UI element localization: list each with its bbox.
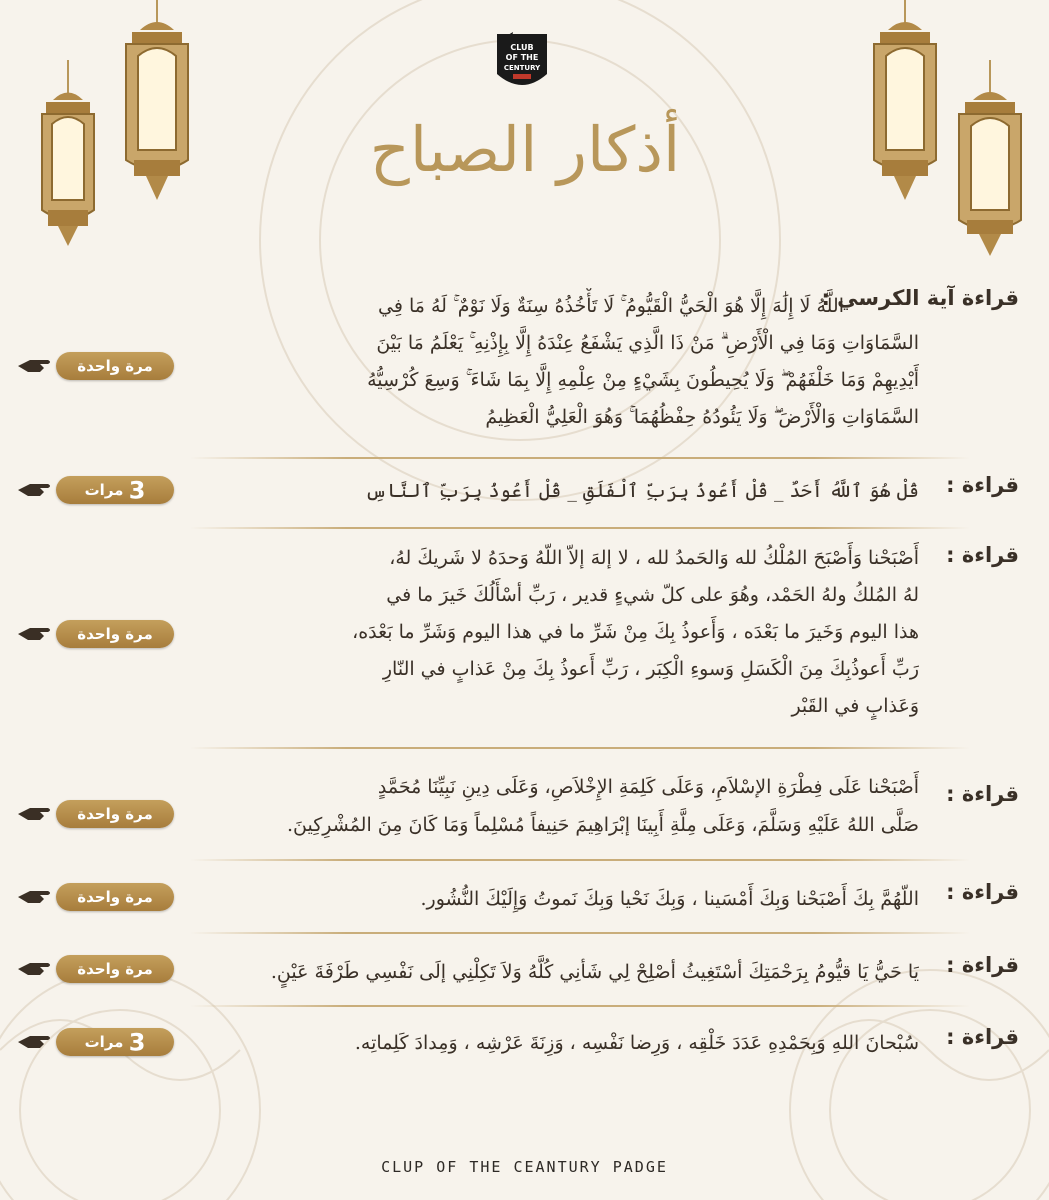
repeat-badge — [18, 352, 178, 382]
svg-text:OF THE: OF THE — [505, 53, 539, 62]
footer-credit: CLUP OF THE CEANTURY PADGE — [381, 1158, 668, 1176]
badge-label: مرة واحدة — [56, 352, 174, 380]
pointing-hand-icon — [18, 887, 52, 907]
section-label: قراءة : — [946, 543, 1019, 567]
club-logo — [493, 30, 551, 100]
section-label: قراءة آية الكرسي : — [821, 286, 1019, 310]
repeat-badge — [18, 955, 178, 985]
section-text: سُبْحانَ اللهِ وَبِحَمْدِهِ عَدَدَ خَلْقِه ، وَرِضا نَفْسِه ، وَزِنَةَ عَرْشِه ، وَمِدادَ كَلِماتِه. — [354, 1032, 919, 1054]
divider — [190, 859, 970, 861]
repeat-badge — [18, 476, 178, 506]
section-text: اللّهُمَّ بِكَ أَصْبَحْنا وَبِكَ أَمْسَينا ، وَبِكَ نَحْيا وَبِكَ نَموتُ وَإِلَيْكَ النُّشُور. — [420, 888, 919, 910]
section-text: أَصْبَحْنا وَأَصْبَحَ المُلْكُ لله وَالحَمدُ لله ، لا إلهَ إلاّ اللّهُ وَحدَهُ لا شَريكَ لهُ، لهُ المُلكُ ولهُ الحَمْد، وهُوَ على كلّ شيءٍ قدير ، رَبِّ أسْأَلُكَ خَيرَ ما في هذا اليوم وَخَيرَ ما بَعْدَه ، وَأَعوذُ بِكَ مِنْ شَرِّ ما في هذا اليوم وَشَرِّ ما بَعْدَه، رَبِّ أَعوذُبِكَ مِنَ الْكَسَلِ وَسوءِ الْكِبَر ، رَبِّ أَعوذُ بِكَ مِنْ عَذابٍ في النّارِ وَعَذابٍ في القَبْر — [352, 547, 919, 717]
divider — [190, 457, 970, 459]
lantern-icon — [945, 60, 1035, 260]
divider — [190, 932, 970, 934]
pointing-hand-icon — [18, 804, 52, 824]
pointing-hand-icon — [18, 959, 52, 979]
badge-label: 3 مرات — [56, 1028, 174, 1056]
section-label: قراءة : — [946, 782, 1019, 806]
badge-label: مرة واحدة — [56, 800, 174, 828]
badge-label: 3 مرات — [56, 476, 174, 504]
divider — [190, 1005, 970, 1007]
page-title: أذكار الصباح — [369, 113, 681, 186]
pointing-hand-icon — [18, 1032, 52, 1052]
svg-text:CLUB: CLUB — [510, 43, 534, 52]
pointing-hand-icon — [18, 624, 52, 644]
divider — [190, 747, 970, 749]
section-text: أَصْبَحْنا عَلَى فِطْرَةِ الإسْلاَمِ، وَعَلَى كَلِمَةِ الإِخْلاَصِ، وَعَلَى دِينِ نَبِيِّنَا مُحَمَّدٍ صَلَّى اللهُ عَلَيْهِ وَسَلَّمَ، وَعَلَى مِلَّةِ أَبِينَا إبْرَاهِيمَ حَنِيفاً مُسْلِماً وَمَا كَانَ مِنَ المُشْرِكِينَ. — [286, 776, 919, 836]
section-text: قُلْ هُوَ ٱللَّهُ أَحَدٌ _ قُلْ أَعُوذُ بِرَبِّ ٱلْفَلَقِ _ قُلْ أَعُوذُ بِرَبِّ ٱلنَّاسِ — [365, 480, 919, 502]
lantern-icon — [28, 60, 108, 250]
section-label: قراءة : — [946, 1025, 1019, 1049]
section-text: السَّمَاوَاتِ وَمَا فِي الْأَرْضِ ۗ مَنْ ذَا الَّذِي يَشْفَعُ عِنْدَهُ إِلَّا بِإِذْنِهِ ۚ يَعْلَمُ مَا بَيْنَ أَيْدِيهِمْ وَمَا خَلْفَهُمْ ۖ وَلَا يُحِيطُونَ بِشَيْءٍ مِنْ عِلْمِهِ إِلَّا بِمَا شَاءَ ۚ وَسِعَ كُرْسِيُّهُ السَّمَاوَاتِ وَالْأَرْضَ ۖ وَلَا يَئُودُهُ حِفْظُهُمَا ۚ وَهُوَ الْعَلِيُّ الْعَظِيمُ — [367, 332, 919, 428]
badge-label: مرة واحدة — [56, 955, 174, 983]
section-text: يَا حَيُّ يَا قيُّومُ بِرَحْمَتِكَ أسْتَغِيثُ أصْلِحْ لِي شَأنِي كُلَّهُ وَلاَ تَكِلْنِي إلَى نَفْسِي طَرْفَةَ عَيْنٍ. — [270, 961, 919, 983]
lantern-icon — [112, 0, 202, 210]
pointing-hand-icon — [18, 480, 52, 500]
repeat-badge — [18, 620, 178, 650]
repeat-badge — [18, 800, 178, 830]
section-label: قراءة : — [946, 953, 1019, 977]
repeat-badge — [18, 883, 178, 913]
section-label: قراءة : — [946, 880, 1019, 904]
pointing-hand-icon — [18, 356, 52, 376]
section-text: اللَّهُ لَا إِلَٰهَ إِلَّا هُوَ الْحَيُّ الْقَيُّومُ ۚ لَا تَأْخُذُهُ سِنَةٌ وَلَا نَوْمٌ ۚ لَهُ مَا فِي — [378, 295, 844, 317]
badge-label: مرة واحدة — [56, 620, 174, 648]
divider — [190, 527, 970, 529]
section-label: قراءة : — [946, 473, 1019, 497]
repeat-badge — [18, 1028, 178, 1058]
lantern-icon — [860, 0, 950, 210]
svg-text:CENTURY: CENTURY — [503, 64, 541, 72]
badge-label: مرة واحدة — [56, 883, 174, 911]
